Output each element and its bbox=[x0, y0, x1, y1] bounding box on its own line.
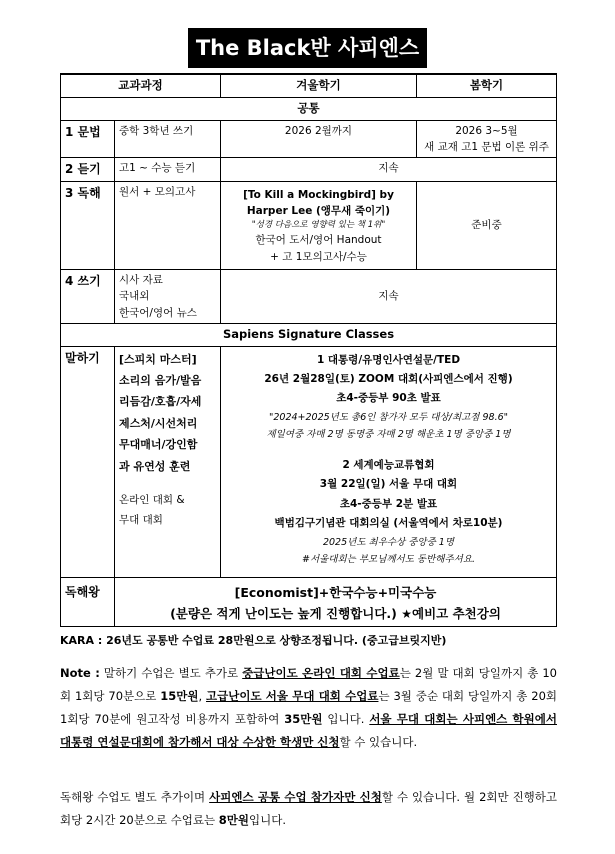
speaking-curriculum-line: 무대매너/강인함 bbox=[119, 438, 198, 452]
speaking-curriculum2-line: 온라인 대회 & bbox=[119, 494, 185, 507]
speaking-events bbox=[221, 346, 557, 577]
event2-date: 3월 22일(일) 서울 무대 대회 bbox=[319, 478, 458, 491]
speaking-curriculum-line: 제스처/시선처리 bbox=[119, 416, 198, 430]
speaking-curriculum2-line: 무대 대회 bbox=[119, 513, 163, 526]
reading-book-author: Harper Lee (앵무새 죽이기) bbox=[246, 205, 391, 218]
note-paragraph-speaking: Note : 말하기 수업은 별도 추가로 중급난이도 온라인 대회 수업료는 2월 말 대회 당일까지 총 10회 1회당 70분으로 15만원, 고급난이도 서울 무대 대회 수업료는 3월 중순 대회 당일까지 총 20회 1회당 70분에 원고작성 비용까지 포함하여 35만원 입니다. 서울 무대 대회는 사피엔스 학원에서 대통령 연설문대회에 참가해서 대상 수상한 학생만 신청할 수 있습니다. bbox=[60, 666, 557, 749]
header-winter: 겨울학기 bbox=[221, 74, 417, 97]
header-spring: 봄학기 bbox=[417, 74, 557, 97]
event2-title: 2 세계예능교류협회 bbox=[342, 458, 435, 471]
event1-title: 1 대통령/유명인사연설문/TED bbox=[316, 353, 461, 366]
star-icon: ★ bbox=[401, 607, 413, 622]
reading-king-line2: (분량은 적게 난이도는 높게 진행합니다.) ★예비고 추천강의 bbox=[170, 606, 501, 622]
speaking-curriculum-line: 소리의 음가/발음 bbox=[119, 374, 202, 388]
row-label-reading: 3 독해 bbox=[61, 181, 115, 269]
grammar-spring-line2: 새 교재 고1 문법 이론 위주 bbox=[424, 140, 549, 153]
grammar-spring bbox=[417, 120, 557, 158]
table-row-grammar bbox=[61, 120, 557, 158]
kara-notice: KARA : 26년도 공통반 수업료 28만원으로 상향조정됩니다. (중고급브릿지반) bbox=[60, 634, 447, 647]
grammar-winter: 2026 2월까지 bbox=[221, 120, 417, 158]
writing-value: 지속 bbox=[221, 269, 557, 323]
row-label-writing: 4 쓰기 bbox=[61, 269, 115, 323]
speaking-curriculum bbox=[115, 346, 221, 577]
event2-note2: #서울대회는 부모님께서도 동반해주셔요. bbox=[301, 554, 476, 566]
table-row-writing bbox=[61, 269, 557, 323]
reading-spring: 준비중 bbox=[417, 181, 557, 269]
page-title: The Black반 사피엔스 bbox=[188, 28, 427, 68]
writing-curriculum bbox=[115, 269, 221, 323]
reading-book-note: "성경 다음으로 영향력 있는 책 1위" bbox=[251, 220, 386, 231]
writing-curriculum-line: 시사 자료 bbox=[119, 273, 163, 286]
event1-note2: 제일여중 자매 2명 동명중 자매 2명 해운초 1명 중앙중 1명 bbox=[266, 429, 511, 441]
reading-curriculum: 원서 + 모의고사 bbox=[115, 181, 221, 269]
reading-winter bbox=[221, 181, 417, 269]
reading-king-content bbox=[115, 577, 557, 627]
event1-note1: "2024+2025년도 총6인 참가자 모두 대상/최고점 98.6" bbox=[268, 411, 509, 423]
speaking-curriculum-line: [스피치 마스터] bbox=[119, 352, 197, 366]
listening-value: 지속 bbox=[221, 158, 557, 182]
event1-grades: 초4-중등부 90초 발표 bbox=[336, 392, 441, 405]
reading-winter-line3: 한국어 도서/영어 Handout bbox=[255, 234, 382, 247]
reading-king-line1: [Economist]+한국수능+미국수능 bbox=[234, 584, 437, 600]
note-paragraph-reading-king: 독해왕 수업도 별도 추가이며 사피엔스 공통 수업 참가자만 신청할 수 있습니다. 월 2회만 진행하고 회당 2시간 20분으로 수업료는 8만원입니다. bbox=[60, 790, 558, 827]
reading-book-title: [To Kill a Mockingbird] by bbox=[243, 188, 394, 201]
writing-curriculum-line: 한국어/영어 뉴스 bbox=[119, 306, 197, 319]
event2-grades: 초4-중등부 2분 발표 bbox=[339, 497, 438, 510]
event2-note1: 2025년도 최우수상 중앙중 1명 bbox=[322, 536, 455, 548]
listening-curriculum: 고1 ~ 수능 듣기 bbox=[115, 158, 221, 182]
row-label-reading-king: 독해왕 bbox=[61, 577, 115, 627]
section-common: 공통 bbox=[61, 97, 557, 120]
event1-date: 26년 2월28일(토) ZOOM 대회(사피엔스에서 진행) bbox=[264, 373, 513, 386]
reading-winter-line4: + 고 1모의고사/수능 bbox=[270, 250, 367, 263]
writing-curriculum-line: 국내외 bbox=[119, 290, 150, 303]
table-row-speaking bbox=[61, 346, 557, 577]
note-label: Note : bbox=[60, 666, 100, 680]
table-header-row bbox=[61, 74, 557, 97]
speaking-curriculum-line: 과 유연성 훈련 bbox=[119, 459, 191, 473]
row-label-listening: 2 듣기 bbox=[61, 158, 115, 182]
section-signature: Sapiens Signature Classes bbox=[61, 323, 557, 346]
table-row-reading-king bbox=[61, 577, 557, 627]
speaking-curriculum-line: 리듬감/호흡/자세 bbox=[119, 395, 202, 409]
grammar-curriculum: 중학 3학년 쓰기 bbox=[115, 120, 221, 158]
row-label-speaking: 말하기 bbox=[61, 346, 115, 577]
table-row-reading bbox=[61, 181, 557, 269]
event2-venue: 백범김구기념관 대회의실 (서울역에서 차로10분) bbox=[274, 517, 503, 530]
table-row-listening bbox=[61, 158, 557, 182]
row-label-grammar: 1 문법 bbox=[61, 120, 115, 158]
grammar-spring-line1: 2026 3~5월 bbox=[455, 124, 518, 137]
header-curriculum: 교과과정 bbox=[61, 74, 221, 97]
curriculum-table bbox=[60, 73, 557, 627]
